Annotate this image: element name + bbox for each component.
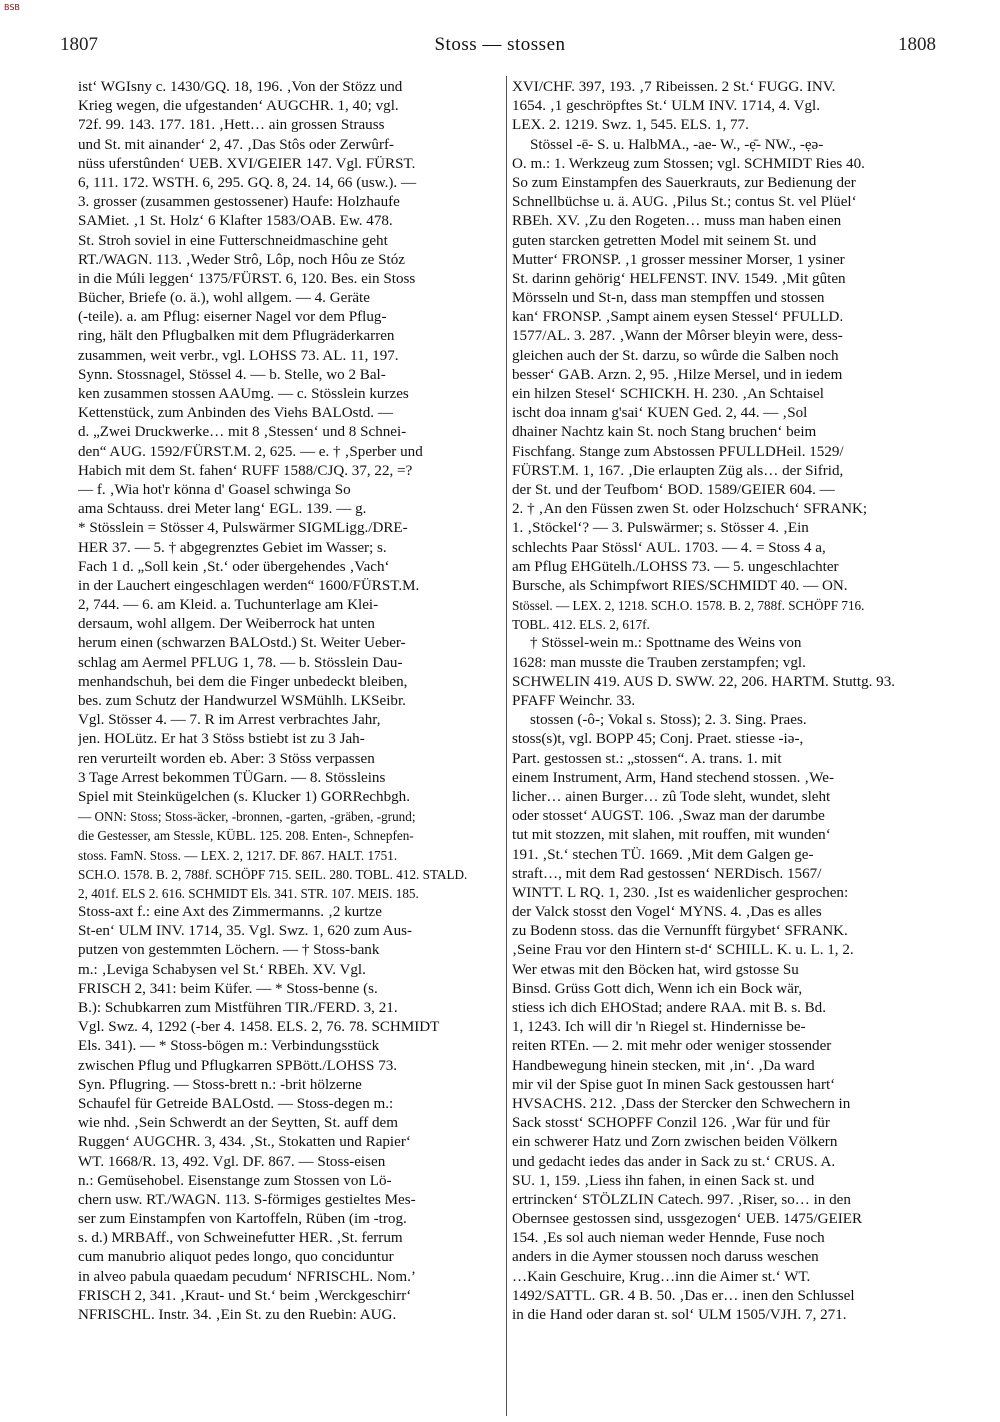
right-page-number: 1808 [898,34,936,55]
text-line: RT./WAGN. 113. ‚Weder Strô, Lôp, noch Hôu ze Stóz [78,251,405,268]
text-line: Handbewegung hinein stecken, mit ‚in‘. ‚Da ward [512,1057,815,1074]
text-line: Vgl. Stösser 4. — 7. R im Arrest verbrachtes Jahr, [78,712,381,729]
text-line: jen. HOLütz. Er hat 3 Stöss bstiebt ist zu 3 Jah- [78,731,365,748]
text-line: nüss uferstûnden‘ UEB. XVI/GEIER 147. Vgl. FÜRST. [78,155,416,172]
text-line: ist‘ WGIsny c. 1430/GQ. 18, 196. ‚Von der Stözz und [78,79,403,95]
text-line: ren verurteilt worden eb. Aber: 3 Stöss verpassen [78,750,375,767]
text-line: menhandschuh, bei dem die Finger unbedeckt bleiben, [78,673,408,690]
text-line: oder stosset‘ AUGST. 106. ‚Swaz man der darumbe [512,808,825,825]
text-line: gleichen auch der St. darzu, so wûrde die Salben noch [512,347,839,364]
text-line: ring, hält den Pflugbalken mit dem Pflugräderkarren [78,328,395,345]
text-line: FRISCH 2, 341: beim Küfer. — * Stoss-benne (s. [78,980,378,997]
text-line: SCHWELIN 419. AUS D. SWW. 22, 206. HARTM. Stuttg. 93. [512,673,896,690]
text-line: zwischen Pflug und Pflugkarren SPBött./LOHSS 73. [78,1057,398,1074]
text-line: 191. ‚St.‘ stechen TÜ. 1669. ‚Mit dem Galgen ge- [512,846,814,863]
text-line: 1628: man musste die Trauben zerstampfen; vgl. [512,654,806,671]
text-line: Sack stosst‘ SCHOPFF Conzil 126. ‚War für und für [512,1115,830,1132]
text-line: der Valck stosst den Vogel‘ MYNS. 4. ‚Das es alles [512,904,822,921]
text-line: …Kain Geschuire, Krug…inn die Aimer st.‘ WT. [512,1268,811,1285]
text-line: cum manubrio aliquot pedes longo, quo conciduntur [78,1249,394,1266]
text-line: PFAFF Weinchr. 33. [512,693,636,709]
text-line: B.): Schubkarren zum Mistführen TIR./FERD. 3, 21. [78,1000,398,1016]
text-line: St. darinn gehörig‘ HELFENST. INV. 1549. ‚Mit gûten [512,270,846,287]
library-stamp: BSB [4,3,20,12]
text-line: FÜRST.M. 1, 167. ‚Die erlaupten Züg als… der Sifrid, [512,462,844,479]
text-line: So zum Einstampfen des Sauerkrauts, zur Bedienung der [512,174,856,191]
text-line: 3 Tage Arrest bekommen TÜGarn. — 8. Stössleins [78,769,386,786]
text-line: 6, 111. 172. WSTH. 6, 295. GQ. 8, 24. 14, 66 (usw.). — [78,174,417,191]
text-line: anders in die Aymer stoussen noch daruss weschen [512,1249,819,1266]
text-line: 1, 1243. Ich will dir 'n Riegel st. Hindernisse be- [512,1019,806,1036]
text-line: 1492/SATTL. GR. 4 B. 50. ‚Das er… inen den Schlussel [512,1287,855,1304]
text-line: 154. ‚Es sol auch nieman weder Hennde, Fuse noch [512,1230,825,1247]
column-divider [506,76,507,1416]
text-line: Synn. Stossnagel, Stössel 4. — b. Stelle, wo 2 Bal- [78,366,386,383]
text-line: einem Instrument, Arm, Hand stechend stossen. ‚We- [512,769,834,786]
text-line: stoss(s)t, vgl. BOPP 45; Conj. Praet. stiesse -iə-, [512,731,804,748]
text-line: in die Hand oder daran st. sol‘ ULM 1505/VJH. 7, 271. [512,1307,847,1323]
text-line: schlag am Aermel PFLUG 1, 78. — b. Stösslein Dau- [78,654,403,671]
right-column [512,78,945,1408]
text-line: chern usw. RT./WAGN. 113. S-förmiges gestieltes Mes- [78,1191,416,1208]
text-line: St. Stroh soviel in eine Futterschneidmaschine geht [78,232,388,249]
text-line: 1654. ‚1 geschröpftes St.‘ ULM INV. 1714, 4. Vgl. [512,98,821,115]
text-line: und St. mit ainander‘ 2, 47. ‚Das Stôs oder Zerwûrf- [78,136,395,153]
text-line: 2, 744. — 6. am Kleid. a. Tuchunterlage am Klei- [78,597,379,614]
text-line: Krieg wegen, die ufgestanden‘ AUGCHR. 1, 40; vgl. [78,98,399,115]
text-line: am Pflug EHGütelh./LOHSS 73. — 5. ungeschlachter [512,558,839,575]
text-line: HVSACHS. 212. ‚Dass der Stercker den Schwechern in [512,1095,851,1112]
text-line: der St. und der Teufbom‘ BOD. 1589/GEIER 604. — [512,481,835,498]
text-line: Kettenstück, zum Anbinden des Viehs BALOstd. — [78,405,393,422]
text-line: Stössel. — LEX. 2, 1218. SCH.O. 1578. B. 2, 788f. SCHÖPF 716. [512,598,865,614]
left-page-number: 1807 [60,34,98,55]
text-line: zu Bodenn stoss. das die Vernunfft fürgybet‘ SFRANK. [512,923,848,940]
text-line: RBEh. XV. ‚Zu den Rogeten… muss man haben einen [512,213,842,230]
text-line: Stoss-axt f.: eine Axt des Zimmermanns. ‚2 kurtze [78,904,382,921]
text-line: ama Schtauss. drei Meter lang‘ EGL. 139. — g. [78,501,367,518]
text-line: dhainer Nachtz kain St. noch Stang bruchen‘ beim [512,424,817,441]
text-line: besser‘ GAB. Arzn. 2, 95. ‚Hilze Mersel, und in iedem [512,366,843,383]
text-line: dersaum, wohl allgem. Der Weiberrock hat unten [78,616,375,633]
text-line: Habich mit dem St. fahen‘ RUFF 1588/CJQ. 37, 22, =? [78,462,413,479]
text-line: — ONN: Stoss; Stoss-äcker, -bronnen, -garten, -gräben, -grund; [78,809,416,825]
text-line: stoss. FamN. Stoss. — LEX. 2, 1217. DF. 867. HALT. 1751. [78,847,398,863]
text-line: ertrincken‘ STÖLZLIN Catech. 997. ‚Riser, so… in den [512,1191,851,1208]
text-line: tut mit stozzen, mit slahen, mit rouffen, mit wunden‘ [512,827,831,844]
text-line: SU. 1, 159. ‚Liess ihn fahen, in einen Sack st. und [512,1172,815,1189]
text-line: TOBL. 412. ELS. 2, 617f. [512,617,650,633]
text-line: herum einen (schwarzen BALOstd.) St. Weiter Ueber- [78,635,406,652]
text-line: FRISCH 2, 341. ‚Kraut- und St.‘ beim ‚Werckgeschirr‘ [78,1287,412,1304]
text-line: mir vil der Spise guot In minen Sack gestoussen hart‘ [512,1076,836,1093]
text-line: schlechts Paar Stössl‘ AUL. 1703. — 4. = Stoss 4 a, [512,539,826,556]
text-line: n.: Gemüsehobel. Eisenstange zum Stossen von Lö- [78,1172,392,1189]
text-line: den“ AUG. 1592/FÜRST.M. 2, 625. — e. † ‚Sperber und [78,443,423,460]
text-line: stiess ich dich EHOStad; andere RAA. mit B. s. Bd. [512,1000,827,1016]
text-line: XVI/CHF. 397, 193. ‚7 Ribeissen. 2 St.‘ FUGG. INV. [512,79,836,95]
text-line: WINTT. L RQ. 1, 230. ‚Ist es waidenlicher gesprochen: [512,884,849,901]
text-line: Mörsseln und St-n, dass man stempffen und stossen [512,290,825,307]
text-line: 1. ‚Stöckel‘? — 3. Pulswärmer; s. Stösser 4. ‚Ein [512,520,809,537]
text-line: — f. ‚Wia hot'r könna d' Goasel schwinga So [78,481,351,498]
text-line: ischt doa innam g'sai‘ KUEN Ged. 2, 44. — ‚Sol [512,405,808,422]
text-line: putzen von gestemmten Löchern. — † Stoss-bank [78,942,380,959]
text-line: SCH.O. 1578. B. 2, 788f. SCHÖPF 715. SEIL. 280. TOBL. 412. STALD. [78,866,468,882]
text-line: wie nhd. ‚Sein Schwerdt an der Seytten, St. auff dem [78,1115,398,1132]
text-line: SAMiet. ‚1 St. Holz‘ 6 Klafter 1583/OAB. Ew. 478. [78,213,393,230]
text-line: LEX. 2. 1219. Swz. 1, 545. ELS. 1, 77. [512,117,749,134]
text-line: 2. † ‚An den Füssen zwen St. oder Holzschuch‘ SFRANK; [512,501,868,518]
text-line: Fischfang. Stange zum Abstossen PFULLDHeil. 1529/ [512,443,844,460]
text-line: Schaufel für Getreide BALOstd. — Stoss-degen m.: [78,1095,394,1112]
text-line: 72f. 99. 143. 177. 181. ‚Hett… ain grossen Strauss [78,117,385,134]
text-line: zusammen, weit verbr., vgl. LOHSS 73. AL. 11, 197. [78,347,399,364]
left-column [78,78,500,1408]
text-line: und gedacht iedes das ander in Sack zu st.‘ CRUS. A. [512,1153,836,1170]
text-line: in alveo pabula quaedam pecudum‘ NFRISCHL. Nom.’ [78,1268,416,1285]
text-line: 3. grosser (zusammen gestossener) Haufe: Holzhaufe [78,194,400,211]
text-line: Part. gestossen st.: „stossen“. A. trans. 1. mit [512,750,782,767]
text-line: in der Lauchert eingeschlagen werden“ 1600/FÜRST.M. [78,577,420,594]
text-line: bes. zum Schutz der Handwurzel WSMühlh. LKSeibr. [78,693,406,709]
text-line: ken zusammen stossen AAUmg. — c. Stösslein kurzes [78,386,409,402]
text-line: s. d.) MRBAff., von Schweinefutter HER. ‚St. ferrum [78,1230,403,1247]
text-line: ein schwerer Hatz und Zorn zwischen beiden Völkern [512,1134,838,1151]
text-line: in die Múli leggen‘ 1375/FÜRST. 6, 120. Bes. ein Stoss [78,270,416,287]
text-line: reiten RTEn. — 2. mit mehr oder weniger stossender [512,1038,832,1055]
text-line: St-en‘ ULM INV. 1714, 35. Vgl. Swz. 1, 620 zum Aus- [78,923,413,940]
text-line: Stössel -ē- S. u. HalbMA., -ae- W., -ẹ̄- NW., -ẹə- [530,136,824,153]
text-line: HER 37. — 5. † abgegrenztes Gebiet im Wasser; s. [78,539,387,556]
text-line: Schnellbüchse u. ä. AUG. ‚Pilus St.; contus St. vel Plüel‘ [512,194,857,211]
text-line: die Gestesser, am Stessle, KÜBL. 125. 208. Enten-, Schnepfen- [78,828,414,844]
text-line: 2, 401f. ELS 2. 616. SCHMIDT Els. 341. STR. 107. MEIS. 185. [78,885,419,901]
text-line: Wer etwas mit den Böcken hat, wird gstosse Su [512,961,799,978]
text-line: straft…, mit dem Rad gestossen‘ NERDisch. 1567/ [512,865,822,882]
text-line: ser zum Einstampfen von Kartoffeln, Rüben (im -trog. [78,1211,407,1228]
text-line: (-teile). a. am Pflug: eiserner Nagel vor dem Pflug- [78,309,387,326]
text-line: Bücher, Briefe (o. ä.), wohl allgem. — 4. Geräte [78,290,370,307]
text-line: Ruggen‘ AUGCHR. 3, 434. ‚St., Stokatten und Rapier‘ [78,1134,411,1151]
text-line: 1577/AL. 3. 287. ‚Wann der Môrser bleyin were, dess- [512,328,843,345]
text-line: Syn. Pflugring. — Stoss-brett n.: -brit hölzerne [78,1076,362,1093]
text-line: Els. 341). — * Stoss-bögen m.: Verbindungsstück [78,1038,380,1055]
text-line: kan‘ FRONSP. ‚Sampt ainem eysen Stessel‘ PFULLD. [512,309,844,326]
text-line: Fach 1 d. „Soll kein ‚St.‘ oder übergehendes ‚Vach‘ [78,558,390,575]
text-line: stossen (-ô-; Vokal s. Stoss); 2. 3. Sing. Praes. [530,712,807,729]
text-line: ‚Seine Frau vor den Hintern st-d‘ SCHILL. K. u. L. 1, 2. [512,942,854,959]
text-line: Mutter‘ FRONSP. ‚1 grosser messiner Morser, 1 ysiner [512,251,845,268]
text-line: m.: ‚Leviga Schabysen vel St.‘ RBEh. XV. Vgl. [78,961,366,978]
text-line: Obernsee gestossen sind, ussgezogen‘ UEB. 1475/GEIER [512,1211,863,1228]
running-head: Stoss — stossen [434,34,566,55]
text-line: * Stösslein = Stösser 4, Pulswärmer SIGMLigg./DRE- [78,520,408,537]
text-line: Bursche, als Schimpfwort RIES/SCHMIDT 40. — ON. [512,577,848,594]
text-line: d. „Zwei Druckwerke… mit 8 ‚Stessen‘ und 8 Schnei- [78,424,407,441]
text-line: Binsd. Grüss Gott dich, Wenn ich ein Bock wär, [512,980,803,997]
text-line: O. m.: 1. Werkzeug zum Stossen; vgl. SCHMIDT Ries 40. [512,155,865,172]
text-line: WT. 1668/R. 13, 492. Vgl. DF. 867. — Stoss-eisen [78,1153,386,1170]
text-line: guten starcken getretten Model mit seinem St. und [512,232,817,249]
text-line: Spiel mit Steinkügelchen (s. Klucker 1) GORRechbgh. [78,788,411,805]
text-line: licher… ainen Burger… zû Tode sleht, wundet, sleht [512,788,831,805]
text-line: † Stössel-wein m.: Spottname des Weins von [530,635,802,652]
text-line: NFRISCHL. Instr. 34. ‚Ein St. zu den Ruebin: AUG. [78,1307,397,1323]
text-line: Vgl. Swz. 4, 1292 (-ber 4. 1458. ELS. 2, 76. 78. SCHMIDT [78,1019,440,1036]
text-line: ein hilzen Stesel‘ SCHICKH. H. 230. ‚An Schtaisel [512,386,824,402]
